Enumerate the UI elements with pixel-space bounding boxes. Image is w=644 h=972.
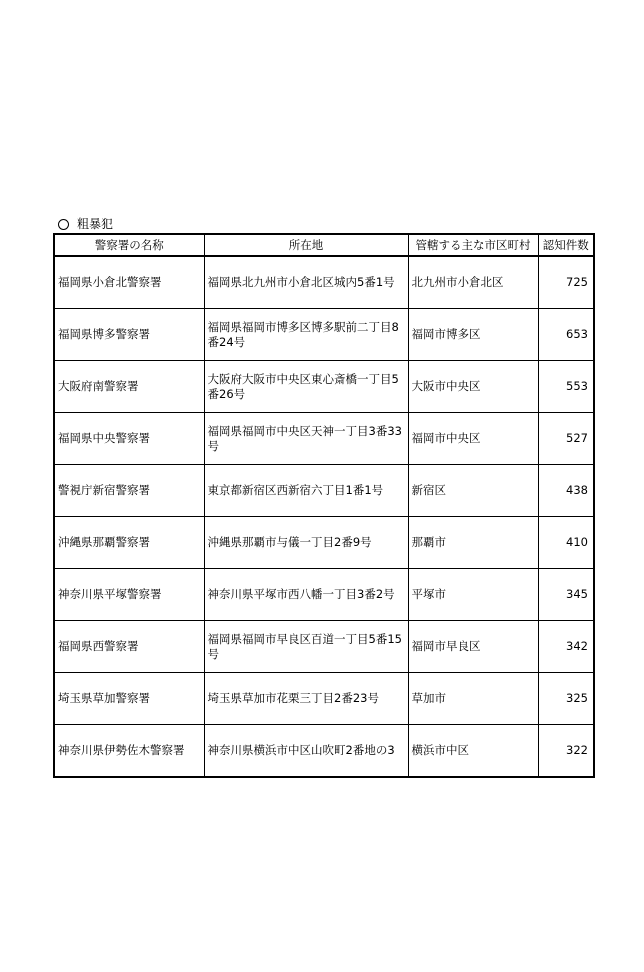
section-heading	[58, 216, 113, 232]
table-row	[54, 569, 594, 621]
station-name: 福岡県博多警察署	[54, 309, 204, 361]
jurisdiction: 福岡市博多区	[408, 309, 538, 361]
station-name: 神奈川県伊勢佐木警察署	[54, 725, 204, 778]
circle-marker-icon	[58, 219, 69, 230]
station-name: 大阪府南警察署	[54, 361, 204, 413]
recognized-count: 325	[538, 673, 594, 725]
table-row	[54, 621, 594, 673]
station-name: 警視庁新宿警察署	[54, 465, 204, 517]
station-address: 大阪府大阪市中央区東心斎橋一丁目5番26号	[204, 361, 408, 413]
table-row	[54, 673, 594, 725]
police-station-table	[53, 233, 595, 778]
station-address: 福岡県福岡市早良区百道一丁目5番15号	[204, 621, 408, 673]
station-name: 沖縄県那覇警察署	[54, 517, 204, 569]
station-name: 福岡県西警察署	[54, 621, 204, 673]
table-row	[54, 465, 594, 517]
station-name: 福岡県中央警察署	[54, 413, 204, 465]
jurisdiction: 横浜市中区	[408, 725, 538, 778]
recognized-count: 342	[538, 621, 594, 673]
jurisdiction: 北九州市小倉北区	[408, 256, 538, 309]
station-address: 福岡県福岡市博多区博多駅前二丁目8番24号	[204, 309, 408, 361]
recognized-count: 553	[538, 361, 594, 413]
station-address: 沖縄県那覇市与儀一丁目2番9号	[204, 517, 408, 569]
recognized-count: 527	[538, 413, 594, 465]
station-address: 福岡県北九州市小倉北区城内5番1号	[204, 256, 408, 309]
station-address: 神奈川県平塚市西八幡一丁目3番2号	[204, 569, 408, 621]
station-address: 福岡県福岡市中央区天神一丁目3番33号	[204, 413, 408, 465]
header-address: 所在地	[204, 234, 408, 256]
table-header-row	[54, 234, 594, 256]
jurisdiction: 福岡市早良区	[408, 621, 538, 673]
station-address: 神奈川県横浜市中区山吹町2番地の3	[204, 725, 408, 778]
jurisdiction: 大阪市中央区	[408, 361, 538, 413]
recognized-count: 653	[538, 309, 594, 361]
jurisdiction: 新宿区	[408, 465, 538, 517]
recognized-count: 322	[538, 725, 594, 778]
station-name: 福岡県小倉北警察署	[54, 256, 204, 309]
recognized-count: 345	[538, 569, 594, 621]
header-count: 認知件数	[538, 234, 594, 256]
jurisdiction: 草加市	[408, 673, 538, 725]
section-title: 粗暴犯	[77, 217, 114, 231]
jurisdiction: 平塚市	[408, 569, 538, 621]
table-row	[54, 361, 594, 413]
recognized-count: 438	[538, 465, 594, 517]
table-row	[54, 413, 594, 465]
station-address: 埼玉県草加市花栗三丁目2番23号	[204, 673, 408, 725]
recognized-count: 410	[538, 517, 594, 569]
table-row	[54, 725, 594, 778]
table-row	[54, 309, 594, 361]
station-name: 神奈川県平塚警察署	[54, 569, 204, 621]
table-row	[54, 256, 594, 309]
recognized-count: 725	[538, 256, 594, 309]
jurisdiction: 那覇市	[408, 517, 538, 569]
table-row	[54, 517, 594, 569]
header-station-name: 警察署の名称	[54, 234, 204, 256]
header-jurisdiction: 管轄する主な市区町村	[408, 234, 538, 256]
station-name: 埼玉県草加警察署	[54, 673, 204, 725]
jurisdiction: 福岡市中央区	[408, 413, 538, 465]
station-address: 東京都新宿区西新宿六丁目1番1号	[204, 465, 408, 517]
